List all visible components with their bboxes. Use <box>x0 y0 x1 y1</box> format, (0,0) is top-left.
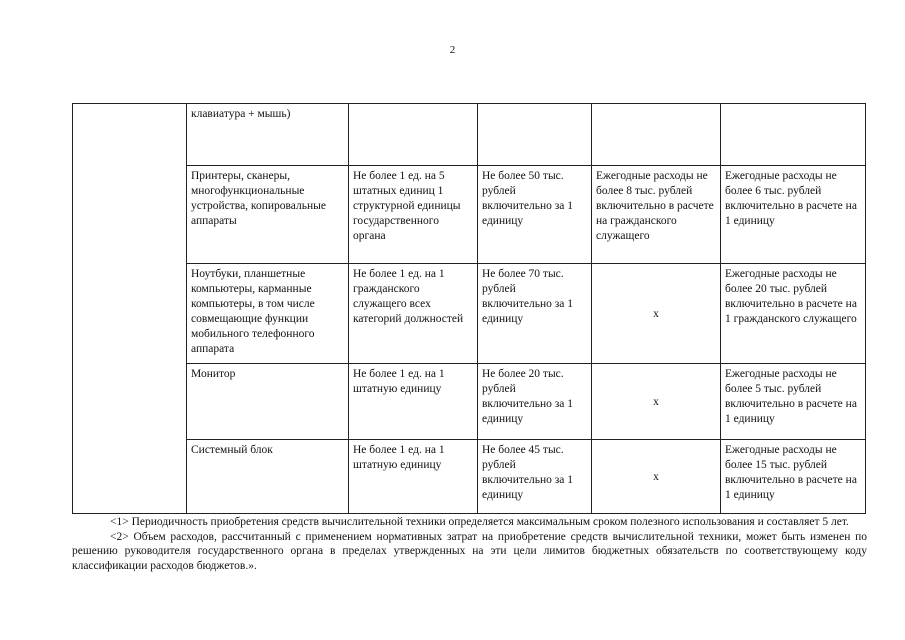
footnote-1: <1> Периодичность приобретения средств вычислительной техники определяется максимальным сроком полезного использования и составляет 5 лет. <box>110 516 849 528</box>
quantity-cell: Не более 1 ед. на 1 штатную единицу <box>349 440 478 514</box>
annual-expenses-1-cell: x <box>592 364 721 440</box>
page-number: 2 <box>449 44 456 56</box>
device-cell: Ноутбуки, планшетные компьютеры, карманные компьютеры, в том числе совмещающие функции мобильного телефонного аппарата <box>187 264 349 364</box>
annual-expenses-1-cell: Ежегодные расходы не более 8 тыс. рублей включительно в расчете на гражданского служащего <box>592 166 721 264</box>
quantity-cell <box>349 104 478 166</box>
price-cell: Не более 45 тыс. рублей включительно за 1 единицу <box>478 440 592 514</box>
device-cell: Принтеры, сканеры, многофункциональные устройства, копировальные аппараты <box>187 166 349 264</box>
price-cell: Не более 70 тыс. рублей включительно за 1 единицу <box>478 264 592 364</box>
device-cell: клавиатура + мышь) <box>187 104 349 166</box>
computing-equipment-norms-table <box>72 103 866 514</box>
table-row <box>73 264 866 364</box>
footnote-2: <2> Объем расходов, рассчитанный с применением нормативных затрат на приобретение средств вычислительной техники, может быть изменен по решению руководителя государственного органа в пределах утвержденных на эти цели лимитов бюджетных обязательств по соответствующему коду классификации расходов бюджетов.». <box>72 530 867 572</box>
annual-expenses-1-cell: x <box>592 264 721 364</box>
annual-expenses-2-cell: Ежегодные расходы не более 5 тыс. рублей включительно в расчете на 1 единицу <box>721 364 866 440</box>
annual-expenses-2-cell: Ежегодные расходы не более 20 тыс. рублей включительно в расчете на 1 гражданского служащего <box>721 264 866 364</box>
quantity-cell: Не более 1 ед. на 1 гражданского служащего всех категорий должностей <box>349 264 478 364</box>
quantity-cell: Не более 1 ед. на 1 штатную единицу <box>349 364 478 440</box>
annual-expenses-2-cell <box>721 104 866 166</box>
annual-expenses-2-cell: Ежегодные расходы не более 15 тыс. рублей включительно в расчете на 1 единицу <box>721 440 866 514</box>
table-row <box>73 166 866 264</box>
price-cell <box>478 104 592 166</box>
merged-category-cell <box>73 104 187 514</box>
price-cell: Не более 50 тыс. рублей включительно за 1 единицу <box>478 166 592 264</box>
annual-expenses-1-cell <box>592 104 721 166</box>
footnotes <box>72 515 867 573</box>
device-cell: Монитор <box>187 364 349 440</box>
table-row <box>73 104 866 166</box>
table-row <box>73 364 866 440</box>
annual-expenses-2-cell: Ежегодные расходы не более 6 тыс. рублей включительно в расчете на 1 единицу <box>721 166 866 264</box>
device-cell: Системный блок <box>187 440 349 514</box>
quantity-cell: Не более 1 ед. на 5 штатных единиц 1 структурной единицы государственного органа <box>349 166 478 264</box>
table-row <box>73 440 866 514</box>
annual-expenses-1-cell: x <box>592 440 721 514</box>
price-cell: Не более 20 тыс. рублей включительно за 1 единицу <box>478 364 592 440</box>
